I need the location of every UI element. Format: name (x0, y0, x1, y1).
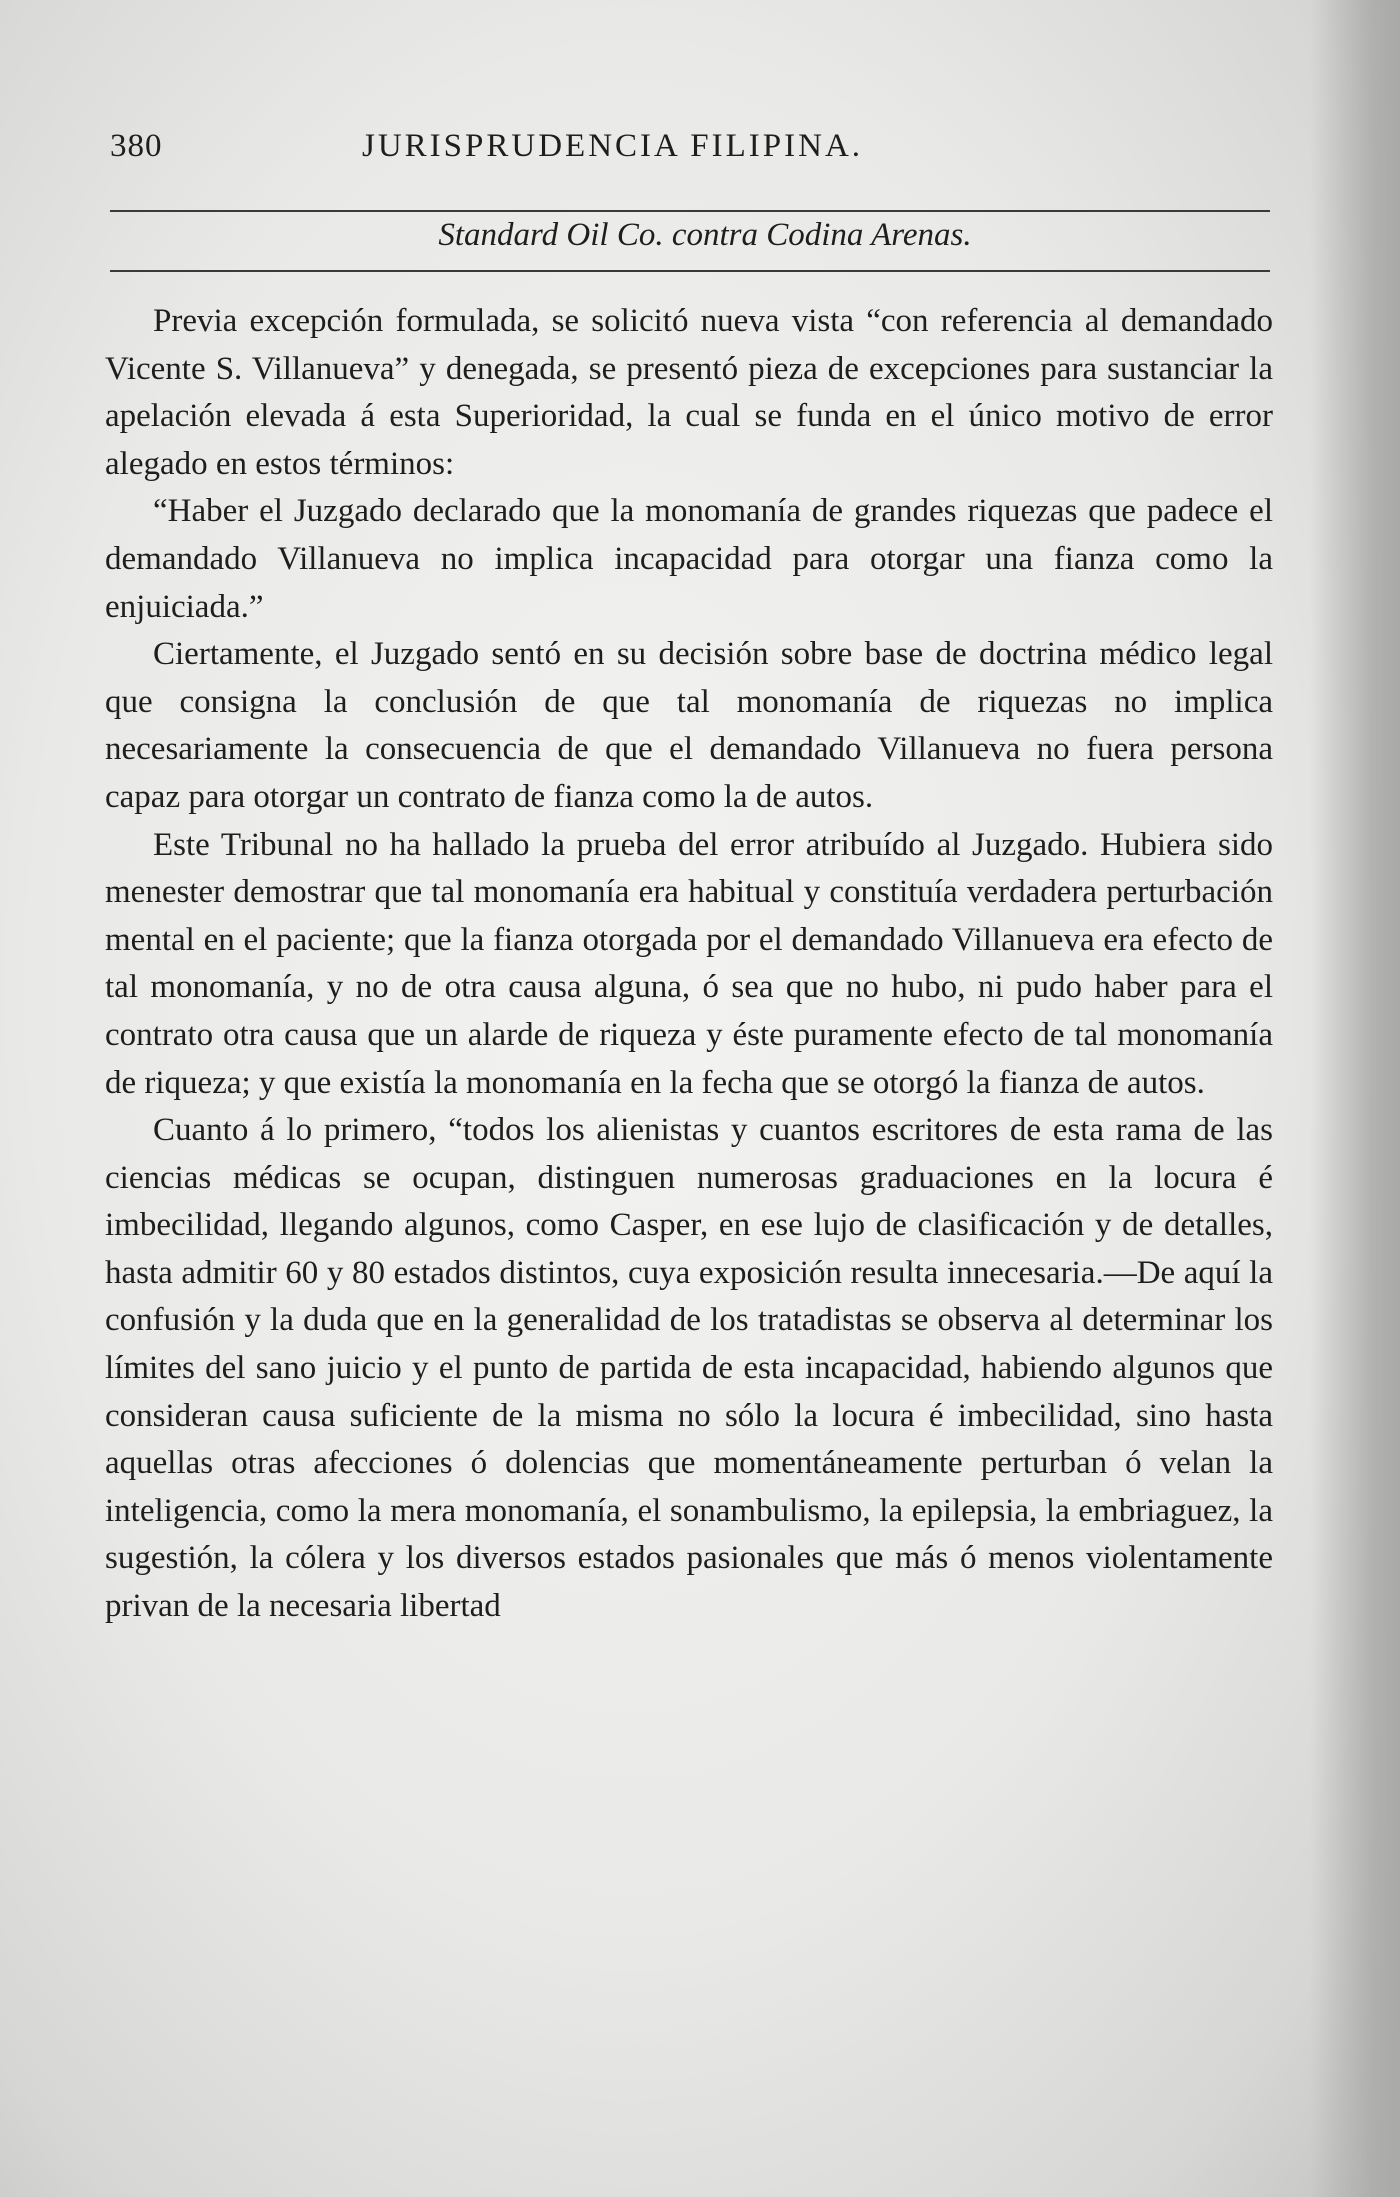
header-rule (110, 210, 1270, 212)
case-title: Standard Oil Co. contra Codina Arenas. (438, 217, 972, 253)
running-head (110, 128, 1270, 188)
paragraph: Ciertamente, el Juzgado sentó en su decisión sobre base de doctrina médico legal que consigna la conclusión de que tal monomanía de riquezas no implica necesariamente la consecuencia de que el demandado Villanueva no fuera persona capaz para otorgar un contrato de fianza como la de autos. (105, 636, 1273, 815)
paragraph: “Haber el Juzgado declarado que la monomanía de grandes riquezas que padece el demandado Villanueva no implica incapacidad para otorgar una fianza como la enjuiciada.” (105, 493, 1273, 625)
paragraph: Este Tribunal no ha hallado la prueba del error atribuído al Juzgado. Hubiera sido menester demostrar que tal monomanía era habitual y constituía verdadera perturbación mental en el paciente; que la fianza otorgada por el demandado Villanueva era efecto de tal monomanía, y no de otra causa alguna, ó sea que no hubo, ni pudo haber para el contrato otra causa que un alarde de riqueza y éste puramente efecto de tal monomanía de riqueza; y que existía la monomanía en la fecha que se otorgó la fianza de autos. (105, 826, 1273, 1101)
page-number: 380 (110, 128, 163, 164)
journal-title: JURISPRUDENCIA FILIPINA. (362, 128, 864, 164)
page-edge-shadow (1310, 0, 1400, 2197)
paragraph: Previa excepción formulada, se solicitó nueva vista “con referencia al demandado Vicente S. Villanueva” y denegada, se presentó pieza de excepciones para sustanciar la apelación elevada á esta Superioridad, la cual se funda en el único motivo de error alegado en estos términos: (105, 303, 1273, 482)
body-text (105, 298, 1273, 1631)
paragraph: Cuanto á lo primero, “todos los alienistas y cuantos escritores de esta rama de las ciencias médicas se ocupan, distinguen numerosas graduaciones en la locura é imbecilidad, llegando algunos, como Casper, en ese lujo de clasificación y de detalles, hasta admitir 60 y 80 estados distintos, cuya exposición resulta innecesaria.—De aquí la confusión y la duda que en la generalidad de los tratadistas se observa al determinar los límites del sano juicio y el punto de partida de esta incapacidad, habiendo algunos que consideran causa suficiente de la misma no sólo la locura é imbecilidad, sino hasta aquellas otras afecciones ó dolencias que momentáneamente perturban ó velan la inteligencia, como la mera monomanía, el sonambulismo, la epilepsia, la embriaguez, la sugestión, la cólera y los diversos estados pasionales que más ó menos violentamente privan de la necesaria libertad (105, 1112, 1273, 1625)
case-title-rule (110, 270, 1270, 272)
